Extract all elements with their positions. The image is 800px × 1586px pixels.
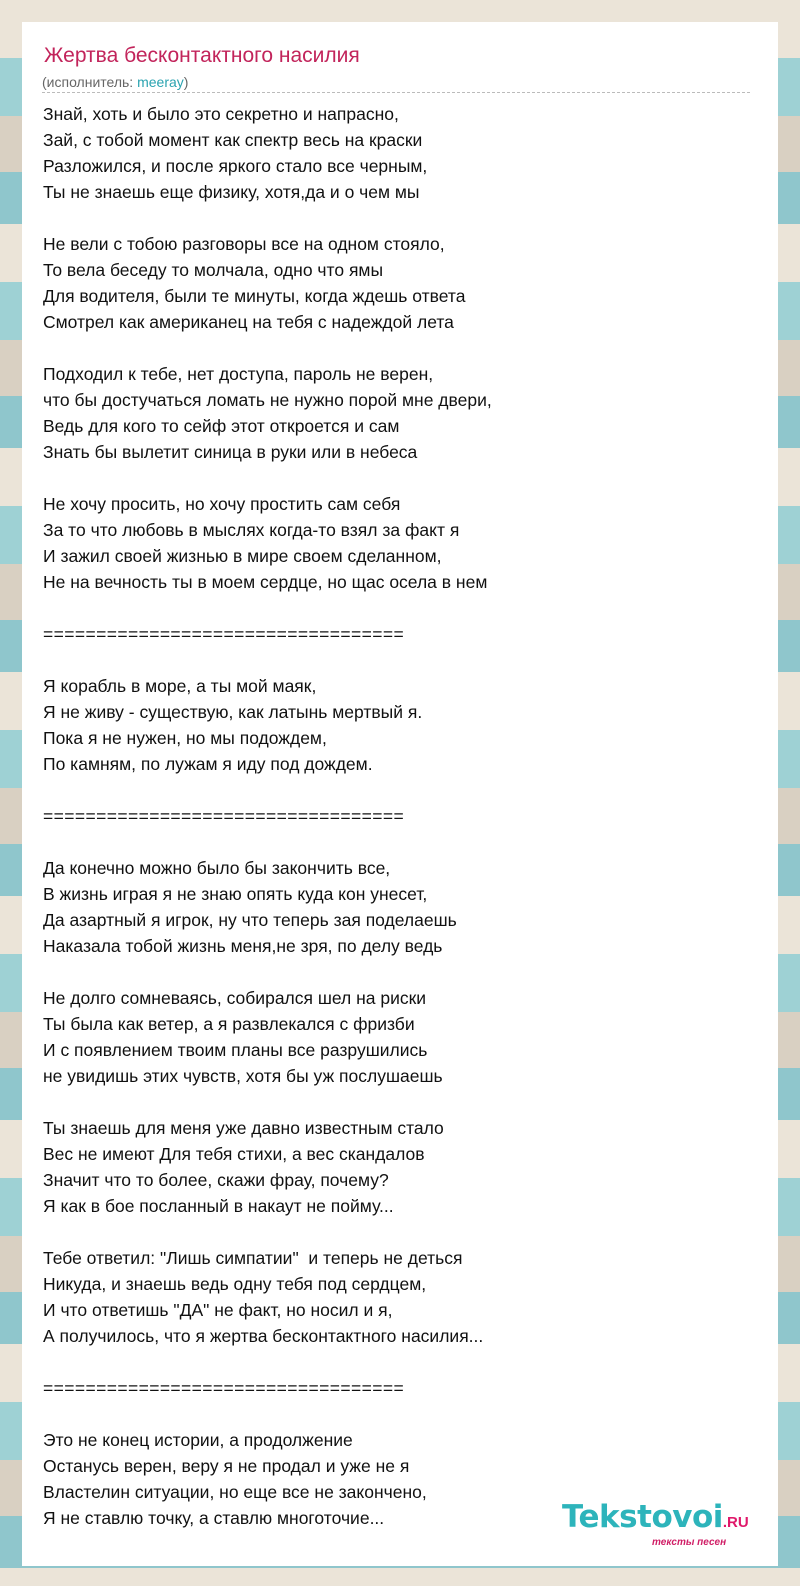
lyrics-line: Я не живу - существую, как латынь мертвый я. xyxy=(43,702,423,722)
section-separator: ================================== xyxy=(43,806,405,826)
lyrics-stanza xyxy=(43,1245,492,1349)
lyrics-line: Никуда, и знаешь ведь одну тебя под сердцем, xyxy=(43,1274,427,1294)
lyrics-stanza xyxy=(43,855,492,959)
lyrics-stanza xyxy=(43,361,492,465)
lyrics-line: И что ответишь "ДА" не факт, но носил и я, xyxy=(43,1300,393,1320)
header-divider xyxy=(42,92,750,93)
lyrics-line: По камням, по лужам я иду под дождем. xyxy=(43,754,373,774)
artist-prefix: (исполнитель: xyxy=(42,74,138,90)
lyrics-line: Да азартный я игрок, ну что теперь зая поделаешь xyxy=(43,910,457,930)
lyrics-line: А получилось, что я жертва бесконтактного насилия... xyxy=(43,1326,484,1346)
lyrics-line: Ведь для кого то сейф этот откроется и сам xyxy=(43,416,400,436)
lyrics-stanza xyxy=(43,101,492,205)
lyrics-stanza xyxy=(43,231,492,335)
lyrics-line: За то что любовь в мыслях когда-то взял за факт я xyxy=(43,520,460,540)
lyrics-stanza xyxy=(43,1115,492,1219)
lyrics-line: не увидишь этих чувств, хотя бы уж послушаешь xyxy=(43,1066,443,1086)
lyrics-line: Вес не имеют Для тебя стихи, а вес скандалов xyxy=(43,1144,425,1164)
lyrics-line: Пока я не нужен, но мы подождем, xyxy=(43,728,327,748)
lyrics-line: Разложился, и после яркого стало все черным, xyxy=(43,156,428,176)
lyrics-stanza xyxy=(43,1375,492,1401)
artist-suffix: ) xyxy=(183,74,189,90)
lyrics-line: Это не конец истории, а продолжение xyxy=(43,1430,353,1450)
lyrics-line: что бы достучаться ломать не нужно порой мне двери, xyxy=(43,390,492,410)
lyrics-line: Ты была как ветер, а я развлекался с фризби xyxy=(43,1014,415,1034)
lyrics-line: Знай, хоть и было это секретно и напрасно, xyxy=(43,104,399,124)
lyrics-card xyxy=(22,22,778,1566)
lyrics-line: Не долго сомневаясь, собирался шел на риски xyxy=(43,988,427,1008)
lyrics-stanza xyxy=(43,985,492,1089)
lyrics-text xyxy=(43,101,492,1531)
lyrics-line: Ты знаешь для меня уже давно известным стало xyxy=(43,1118,444,1138)
logo-tagline: тексты песен xyxy=(652,1537,727,1548)
logo-tld: .RU xyxy=(722,1514,749,1531)
lyrics-line: Зай, с тобой момент как спектр весь на краски xyxy=(43,130,423,150)
lyrics-line: Для водителя, были те минуты, когда ждешь ответа xyxy=(43,286,466,306)
lyrics-line: И с появлением твоим планы все разрушились xyxy=(43,1040,428,1060)
lyrics-line: Останусь верен, веру я не продал и уже не я xyxy=(43,1456,410,1476)
lyrics-stanza xyxy=(43,621,492,647)
site-logo[interactable] xyxy=(562,1499,749,1535)
lyrics-line: Тебе ответил: "Лишь симпатии" и теперь не деться xyxy=(43,1248,463,1268)
lyrics-stanza xyxy=(43,673,492,777)
lyrics-stanza xyxy=(43,491,492,595)
lyrics-line: Не вели с тобою разговоры все на одном стояло, xyxy=(43,234,445,254)
artist-link[interactable]: meeray xyxy=(137,74,184,90)
artist-line xyxy=(42,74,188,90)
lyrics-line: Я корабль в море, а ты мой маяк, xyxy=(43,676,317,696)
lyrics-line: Я как в бое посланный в накаут не пойму... xyxy=(43,1196,394,1216)
section-separator: ================================== xyxy=(43,624,405,644)
lyrics-line: Я не ставлю точку, а ставлю многоточие... xyxy=(43,1508,385,1528)
song-title: Жертва бесконтактного насилия xyxy=(44,44,360,67)
lyrics-stanza xyxy=(43,1427,492,1531)
lyrics-line: Не на вечность ты в моем сердце, но щас осела в нем xyxy=(43,572,488,592)
logo-main-text: Tekstovoi xyxy=(562,1499,723,1535)
lyrics-line: Знать бы вылетит синица в руки или в небеса xyxy=(43,442,418,462)
section-separator: ================================== xyxy=(43,1378,405,1398)
lyrics-line: То вела беседу то молчала, одно что ямы xyxy=(43,260,384,280)
lyrics-line: Не хочу просить, но хочу простить сам себя xyxy=(43,494,401,514)
lyrics-line: Ты не знаешь еще физику, хотя,да и о чем мы xyxy=(43,182,420,202)
lyrics-line: Наказала тобой жизнь меня,не зря, по делу ведь xyxy=(43,936,443,956)
lyrics-line: Да конечно можно было бы закончить все, xyxy=(43,858,391,878)
lyrics-line: Значит что то более, скажи фрау, почему? xyxy=(43,1170,389,1190)
lyrics-line: Подходил к тебе, нет доступа, пароль не верен, xyxy=(43,364,434,384)
lyrics-line: В жизнь играя я не знаю опять куда кон унесет, xyxy=(43,884,428,904)
lyrics-line: Властелин ситуации, но еще все не закончено, xyxy=(43,1482,427,1502)
lyrics-stanza xyxy=(43,803,492,829)
lyrics-line: Смотрел как американец на тебя с надеждой лета xyxy=(43,312,454,332)
lyrics-line: И зажил своей жизнью в мире своем сделанном, xyxy=(43,546,442,566)
